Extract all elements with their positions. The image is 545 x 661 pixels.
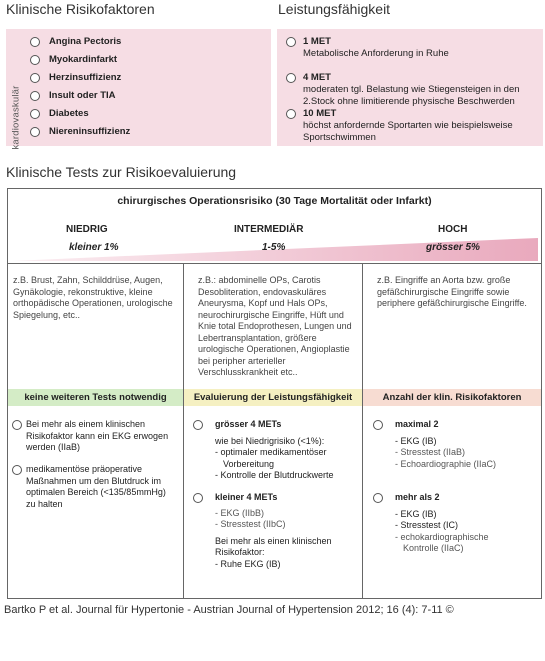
radio-icon [30, 109, 40, 119]
risk-more2-section: mehr als 2 - EKG (IB) - Stresstest (IC) - echokardiographische Kontrolle (IIaC) [373, 492, 538, 555]
band-intermediate: Evaluierung der Leistungsfähigkeit [184, 389, 362, 406]
risk-max2-section: maximal 2 - EKG (IB) - Stresstest (IIaB) - Echoardiographie (IIaC) [373, 419, 538, 470]
examples-high: z.B. Eingriffe an Aorta bzw. große gefäßchirurgische Eingriffe sowie periphere gefäßchirurgische Eingriffe. [377, 275, 527, 308]
level-intermediate: INTERMEDIÄR [234, 224, 304, 235]
table-title: chirurgisches Operationsrisiko (30 Tage Mortalität oder Infarkt) [117, 195, 432, 207]
radio-icon [30, 37, 40, 47]
range-high: grösser 5% [426, 242, 480, 253]
level-low: NIEDRIG [66, 224, 108, 235]
radio-icon [373, 420, 383, 430]
risk-factors-box: kardiovaskulär Angina Pectoris Myokardinfarkt Herzinsuffizienz Insult oder TIA Diabetes Niereninsuffizienz [6, 29, 271, 146]
radio-icon [286, 109, 296, 119]
column-divider [183, 264, 184, 599]
capacity-high-section: grösser 4 METs wie bei Niedrigrisiko (<1%): - optimaler medikamentöser Vorbereitung - Kontrolle der Blutdruckwerte [193, 419, 358, 482]
capacity-heading: Leistungsfähigkeit [278, 1, 391, 17]
band-low: keine weiteren Tests notwendig [8, 389, 183, 406]
column-divider [362, 264, 363, 599]
range-intermediate: 1-5% [262, 242, 286, 253]
header-divider [7, 263, 542, 264]
radio-icon [286, 37, 296, 47]
examples-intermediate: z.B.: abdominelle OPs, Carotis Desobliteration, endovaskuläres Aneurysma, Kopf und Hals OPs, neurochirurgische Eingriffe, Hüft und Knie total Endoprothesen, Lungen und Lebertransplantation, größere urologische Operationen, Angioplastie bei peripher arterieller Verschlusskrankheit etc.. [198, 275, 352, 377]
examples-low: z.B. Brust, Zahn, Schilddrüse, Augen, Gynäkologie, rekonstruktive, kleine orthopädische Operationen, urologische Spiegelung, etc.. [13, 275, 173, 320]
band-high: Anzahl der klin. Risikofaktoren [363, 389, 541, 406]
radio-icon [30, 127, 40, 137]
list-item: Bei mehr als einem klinischen Risikofaktor kann ein EKG erwogen werden (IIaB) [12, 419, 177, 454]
radio-icon [193, 493, 203, 503]
vertical-label: kardiovaskulär [10, 85, 22, 150]
tests-heading: Klinische Tests zur Risikoevaluierung [6, 164, 237, 180]
radio-icon [12, 420, 22, 430]
level-high: HOCH [438, 224, 468, 235]
citation: Bartko P et al. Journal für Hypertonie - Austrian Journal of Hypertension 2012; 16 (4): 7-11 © [4, 604, 454, 616]
range-low: kleiner 1% [69, 242, 119, 253]
radio-icon [286, 73, 296, 83]
risk-factors-heading: Klinische Risikofaktoren [6, 1, 155, 17]
radio-icon [373, 493, 383, 503]
radio-icon [12, 465, 22, 475]
radio-icon [30, 55, 40, 65]
list-item: medikamentöse präoperative Maßnahmen um den Blutdruck im optimalen Bereich (<135/85mmHg) zu halten [12, 464, 177, 510]
radio-icon [193, 420, 203, 430]
radio-icon [30, 73, 40, 83]
capacity-low-section: kleiner 4 METs - EKG (IIbB) - Stresstest (IIbC) Bei mehr als einen klinischen Risikofaktor: - Ruhe EKG (IB) [193, 492, 358, 570]
radio-icon [30, 91, 40, 101]
